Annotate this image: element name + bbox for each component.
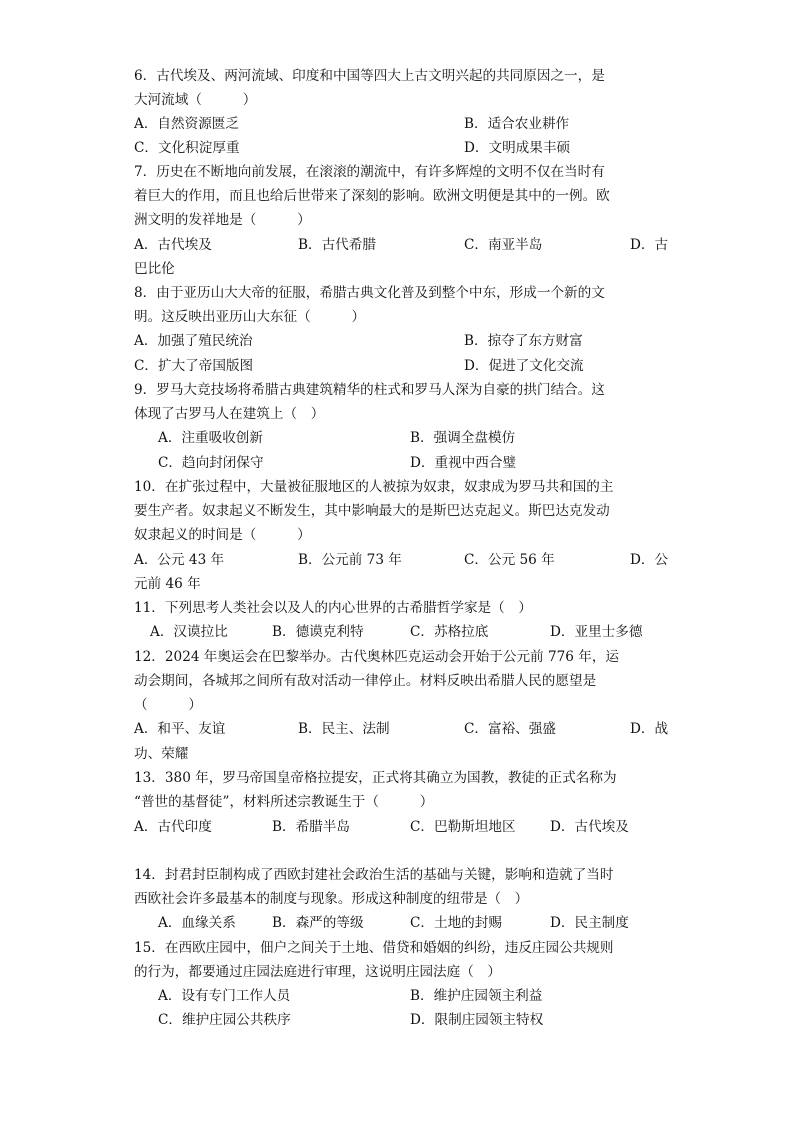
q8-option-a: A．加强了殖民统治 [134, 333, 253, 349]
q15-option-d: D．限制庄园领主特权 [410, 1012, 544, 1028]
q15-option-c: C．维护庄园公共秩序 [158, 1012, 291, 1028]
q12-option-d-wrap: 功、荣耀 [134, 746, 189, 762]
q8-option-c: C．扩大了帝国版图 [134, 358, 254, 374]
q6-option-b: B．适合农业耕作 [464, 116, 570, 132]
q14-option-d: D．民主制度 [550, 915, 629, 931]
q15-stem-line-2: 的行为，都要通过庄园法庭进行审理，这说明庄园法庭（ ） [134, 964, 502, 980]
q12-stem-line-1: 12．2024 年奥运会在巴黎举办。古代奥林匹克运动会开始于公元前 776 年，运 [134, 649, 620, 665]
q15-stem-line-1: 15．在西欧庄园中，佃户之间关于土地、借贷和婚姻的纠纷，违反庄园公共规则 [134, 940, 614, 956]
q13-option-b: B．希腊半岛 [272, 819, 350, 835]
q9-option-b: B．强调全盘模仿 [410, 430, 516, 446]
q9-stem-line-2: 体现了古罗马人在建筑上（ ） [134, 406, 325, 422]
q7-option-a: A．古代埃及 [134, 237, 212, 253]
q13-option-d: D．古代埃及 [550, 819, 629, 835]
q14-option-a: A．血缘关系 [158, 915, 236, 931]
q15-option-a: A．设有专门工作人员 [158, 988, 291, 1004]
q9-stem-line-1: 9．罗马大竞技场将希腊古典建筑精华的柱式和罗马人深为自豪的拱门结合。这 [134, 382, 605, 398]
q6-option-c: C．文化积淀厚重 [134, 140, 240, 156]
q6-stem-line-1: 6．古代埃及、两河流域、印度和中国等四大上古文明兴起的共同原因之一，是 [134, 68, 605, 84]
q11-stem-line-1: 11．下列思考人类社会以及人的内心世界的古希腊哲学家是（ ） [134, 600, 532, 616]
q7-option-c: C．南亚半岛 [464, 237, 543, 253]
q12-option-c: C．富裕、强盛 [464, 721, 556, 737]
q12-stem-line-3: （ ） [134, 697, 202, 713]
q14-option-c: C．土地的封赐 [410, 915, 502, 931]
q10-option-d: D．公 [630, 552, 669, 568]
q10-option-c: C．公元 56 年 [464, 552, 555, 568]
q13-stem-line-1: 13．380 年，罗马帝国皇帝格拉提安，正式将其确立为国教，教徒的正式名称为 [134, 770, 617, 786]
q11-option-b: B．德谟克利特 [272, 624, 364, 640]
q13-stem-line-2: “普世的基督徒”，材料所述宗教诞生于（ ） [134, 794, 434, 810]
q11-option-a: A．汉谟拉比 [150, 624, 228, 640]
q7-option-d: D．古 [630, 237, 669, 253]
q14-stem-line-2: 西欧社会许多最基本的制度与现象。形成这种制度的纽带是（ ） [134, 891, 529, 907]
q12-option-d: D．战 [630, 721, 669, 737]
q12-option-b: B．民主、法制 [298, 721, 390, 737]
q7-stem-line-1: 7．历史在不断地向前发展，在滚滚的潮流中，有许多辉煌的文明不仅在当时有 [134, 164, 605, 180]
q9-option-a: A．注重吸收创新 [158, 430, 263, 446]
q10-option-d-wrap: 元前 46 年 [134, 576, 201, 592]
q7-stem-line-3: 洲文明的发祥地是（ ） [134, 212, 311, 228]
q14-option-b: B．森严的等级 [272, 915, 364, 931]
q8-option-b: B．掠夺了东方财富 [464, 333, 583, 349]
q6-stem-line-2: 大河流域（ ） [134, 92, 257, 108]
q12-option-a: A．和平、友谊 [134, 721, 226, 737]
q13-option-a: A．古代印度 [134, 819, 212, 835]
q10-stem-line-2: 要生产者。奴隶起义不断发生，其中影响最大的是斯巴达克起义。斯巴达克发动 [134, 503, 610, 519]
q8-option-d: D．促进了文化交流 [464, 358, 584, 374]
q11-option-d: D．亚里士多德 [550, 624, 643, 640]
q9-option-d: D．重视中西合璧 [410, 455, 517, 471]
q6-option-a: A．自然资源匮乏 [134, 116, 239, 132]
q8-stem-line-1: 8．由于亚历山大大帝的征服，希腊古典文化普及到整个中东，形成一个新的文 [134, 285, 605, 301]
q12-stem-line-2: 动会期间，各城邦之间所有敌对活动一律停止。材料反映出希腊人民的愿望是 [134, 673, 597, 689]
q9-option-c: C．趋向封闭保守 [158, 455, 264, 471]
q10-stem-line-3: 奴隶起义的时间是（ ） [134, 527, 311, 543]
q7-option-d-wrap: 巴比伦 [134, 261, 175, 277]
q10-stem-line-1: 10．在扩张过程中，大量被征服地区的人被掠为奴隶，奴隶成为罗马共和国的主 [134, 479, 614, 495]
q8-stem-line-2: 明。这反映出亚历山大东征（ ） [134, 309, 366, 325]
q7-stem-line-2: 着巨大的作用，而且也给后世带来了深刻的影响。欧洲文明便是其中的一例。欧 [134, 188, 610, 204]
q7-option-b: B．古代希腊 [298, 237, 376, 253]
q11-option-c: C．苏格拉底 [410, 624, 489, 640]
q10-option-a: A．公元 43 年 [134, 552, 225, 568]
q6-option-d: D．文明成果丰硕 [464, 140, 571, 156]
q10-option-b: B．公元前 73 年 [298, 552, 402, 568]
q13-option-c: C．巴勒斯坦地区 [410, 819, 516, 835]
q15-option-b: B．维护庄园领主利益 [410, 988, 543, 1004]
q14-stem-line-1: 14．封君封臣制构成了西欧封建社会政治生活的基础与关键，影响和造就了当时 [134, 867, 614, 883]
